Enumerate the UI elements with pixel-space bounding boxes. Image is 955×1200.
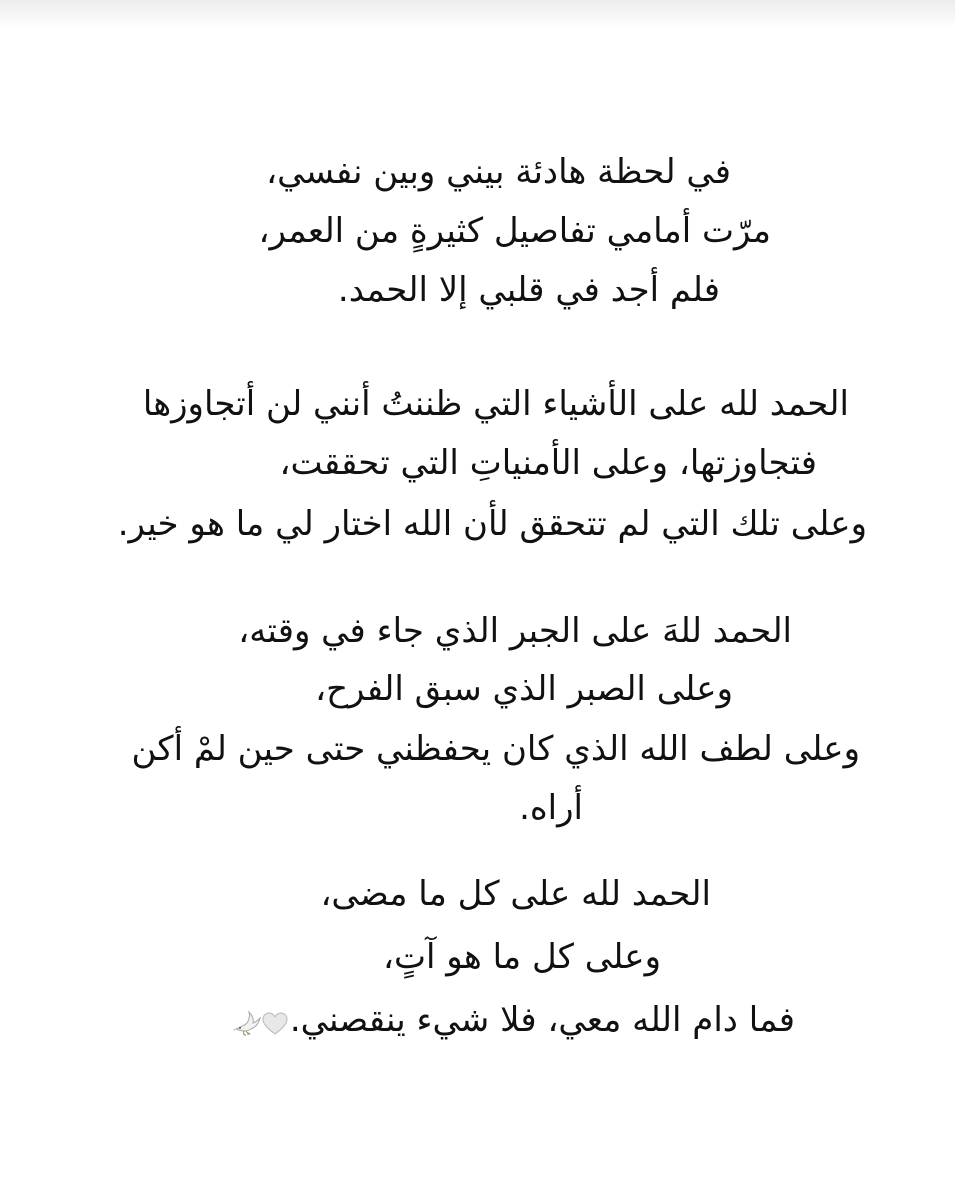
white-heart-icon: [262, 1012, 288, 1036]
stanza-2-line-1: الحمد لله على الأشياء التي ظننتُ أنني لن أتجاوزها: [142, 384, 849, 424]
stanza-4-line-2: وعلى كل ما هو آتٍ،: [383, 937, 661, 977]
stanza-1-line-2: مرّت أمامي تفاصيل كثيرةٍ من العمر،: [258, 211, 771, 251]
stanza-4-line-3-text: فما دام الله معي، فلا شيء ينقصني.: [289, 1000, 795, 1040]
stanza-3-line-3: وعلى لطف الله الذي كان يحفظني حتى حين لمْ أكن: [131, 729, 860, 769]
stanza-1-line-3: فلم أجد في قلبي إلا الحمد.: [337, 270, 720, 310]
stanza-4-line-1: الحمد لله على كل ما مضى،: [320, 874, 711, 914]
dove-icon: [232, 1009, 262, 1037]
stanza-4-line-3: [232, 998, 795, 1044]
emoji-group: [232, 1000, 288, 1044]
stanza-3-line-1: الحمد للهَ على الجبر الذي جاء في وقته،: [238, 611, 792, 651]
stanza-3-line-2: وعلى الصبر الذي سبق الفرح،: [315, 669, 733, 709]
stanza-3-line-4: أراه.: [519, 788, 583, 828]
stanza-2-line-2: فتجاوزتها، وعلى الأمنياتِ التي تحققت،: [279, 443, 817, 483]
stanza-1-line-1: في لحظة هادئة بيني وبين نفسي،: [266, 152, 731, 192]
stanza-2-line-3: وعلى تلك التي لم تتحقق لأن الله اختار لي ما هو خير.: [117, 504, 867, 544]
